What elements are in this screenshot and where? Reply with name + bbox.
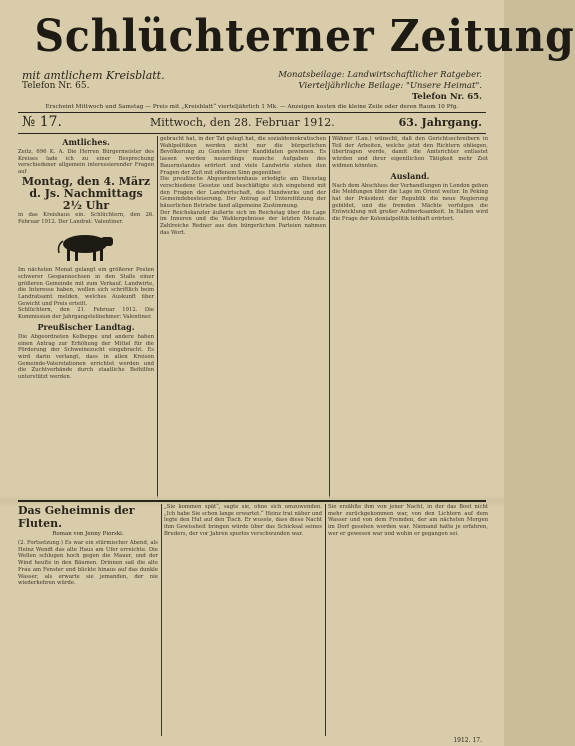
monthly-supplement: Monatsbeilage: Landwirtschaftlicher Ratgeber. xyxy=(278,70,482,80)
serial-text-1: (2. Fortsetzung.) Es war ein stürmischer Abend, als Heinz Wendt das alte Haus am Ufer erreichte. Die Wellen schlugen hoch gegen die Mauer, und der Wind heulte in den Bäumen. Drinnen saß die alte Frau am Fenster und blickte hinaus auf das dunkle Wasser, als erwarte sie jemanden, der nie wiederkehren würde. xyxy=(18,540,158,587)
subheader-left xyxy=(22,70,165,92)
serial-text-3: Sie erzählte ihm von jener Nacht, in der das Boot nicht mehr zurückgekommen war, von den Lichtern auf dem Wasser und von dem Fremden, der am nächsten Morgen im Dorf gesehen worden war. Niemand hatte je erfahren, wer er gewesen war und wohin er gegangen sei. xyxy=(328,504,488,537)
ox-illustration xyxy=(51,229,121,263)
serial-title: Das Geheimnis der Fluten. xyxy=(18,504,135,530)
meeting-date: Montag, den 4. März d. Js. Nachmittags 2½ Uhr xyxy=(21,174,151,212)
subheader-right xyxy=(278,70,482,103)
kreisblatt-label: mit amtlichem Kreisblatt. xyxy=(22,69,165,82)
official-text-2: in das Kreishaus ein. Schlüchtern, den 26. Februar 1912. Der Landrat: Valentiner. xyxy=(18,211,154,225)
column-abroad xyxy=(332,136,488,498)
abroad-heading: Ausland. xyxy=(390,170,430,181)
politics-text-1: gebracht hat, in der Tat gelegt hat, die sozialdemokratischen Wahlpolitiken werden nicht nur die bürgerlichen Bevölkerung zu Gunsten ihrer Kandidaten gewinnen. Es lassen werden neuerdings manche Aufgaben des Bauernstandes erörtert und viele Landwirte stehen den Fragen der Zeit mit offenem Sinn gegenüber. xyxy=(160,136,326,176)
serial-byline: Roman von Jenny Piorski. xyxy=(52,531,124,537)
serial-text-2: „Sie kommen spät“, sagte sie, ohne sich umzuwenden. „Ich habe Sie schon lange erwartet.“ Heinz trat näher und legte den Hut auf den Tisch. Er wusste, dass diese Nacht ihm Gewissheit bringen würde über das Schicksal seines Bruders, der vor Jahren spurlos verschwunden war. xyxy=(164,504,322,537)
politics-text-3: Der Reichskanzler äußerte sich im Reichstag über die Lage im Inneren und die Wahlergebnisse der letzten Monate. Zahlreiche Redner aus den bürgerlichen Parteien nahmen das Wort. xyxy=(160,209,326,236)
issue-number: № 17. xyxy=(22,114,62,130)
official-text-1: Zeitz, 696 K. A. Die Herren Bürgermeister des Kreises lade ich zu einer Besprechung verschiedener allgemein interessierender Fragen auf xyxy=(18,149,154,176)
quarterly-supplement: Vierteljährliche Beilage: "Unsere Heimat". xyxy=(298,81,482,91)
abroad-text-2: Nach dem Abschluss der Verhandlungen in London gehen die Meldungen über die Lage im Orient weiter. In Peking hat der Präsident der Republik die neue Regierung gebildet, und die fremden Mächte verfolgen die Entwicklung mit großer Aufmerksamkeit. In Italien wird die Frage der Kolonialpolitik lebhaft erörtert. xyxy=(332,182,488,223)
newspaper-title: Schlüchterner Zeitung xyxy=(34,11,575,62)
landtag-text: Die Abgeordneten Kolbeppe und andere haben einen Antrag zur Erhöhung der Mittel für die Förderung der Schweinezucht eingebracht. Es wird darin verlangt, dass in allen Kreisen Gemeinde-Vaterstationen errichtet werden und die Zuchtverbände durch staatliche Beihilfen unterstützt werden. xyxy=(18,333,154,381)
serial-column-3 xyxy=(328,504,488,736)
abroad-text-1: Wähner (Lau.) wünscht, daß den Gerichtsschreibern in Teil der Arbeiten, welche jetzt den Richtern obliegen, übertragen werde, damit die Amtsrichter entlastet würden und ihrer eigentlichen Tätigkeit mehr Zeit widmen könnten. xyxy=(332,136,488,169)
official-text-4: Schlüchtern, den 21. Februar 1912. Die Kommission der Jahrgangsteilnehmer: Valentiner. xyxy=(18,307,154,321)
column-rule xyxy=(329,136,330,498)
official-heading: Amtliches. xyxy=(62,137,110,147)
column-rule xyxy=(325,504,326,736)
issue-bar xyxy=(18,112,486,134)
landtag-heading: Preußischer Landtag. xyxy=(37,321,135,332)
publication-info: Erscheint Mittwoch und Samstag — Preis mit „Kreisblatt“ vierteljährlich 1 Mk. — Anzeigen kosten die kleine Zeile oder deren Raum 10 Pfg. xyxy=(45,104,459,110)
telefon-left: Telefon Nr. 65. xyxy=(22,81,90,91)
column-rule xyxy=(157,136,158,498)
column-rule xyxy=(161,504,162,736)
telefon-right: Telefon Nr. 65. xyxy=(411,92,482,102)
page-number: 1912. 17. xyxy=(453,737,482,744)
serial-column-1 xyxy=(18,504,158,736)
official-text-3: Im nächsten Monat gelangt ein größerer Posten schwerer Gespannochsen in den Stalls einer größeren Gemeinde mit zum Verkauf. Landwirte, die Interesse haben, wollen sich schriftlich beim Landratsamt melden, welches Auskunft über Gewicht und Preis erteilt. xyxy=(18,267,154,307)
column-official xyxy=(18,136,154,498)
issue-year: 63. Jahrgang. xyxy=(398,116,482,129)
serial-column-2 xyxy=(164,504,322,736)
feuilleton-rule xyxy=(18,500,486,502)
masthead xyxy=(18,4,575,70)
politics-text-2: Die preußische Abgeordnetenhaus erledigte am Dienstag verschiedene Gesetze und beschäftigte sich eingehend mit den Fragen der Landwirtschaft, des Handwerks und der Gemeindebesteuerung. Der Antrag auf Unterstützung der bäuerlichen Betriebe fand allgemeine Zustimmung. xyxy=(160,176,326,210)
issue-date: Mittwoch, den 28. Februar 1912. xyxy=(150,116,335,129)
column-politics xyxy=(160,136,326,498)
